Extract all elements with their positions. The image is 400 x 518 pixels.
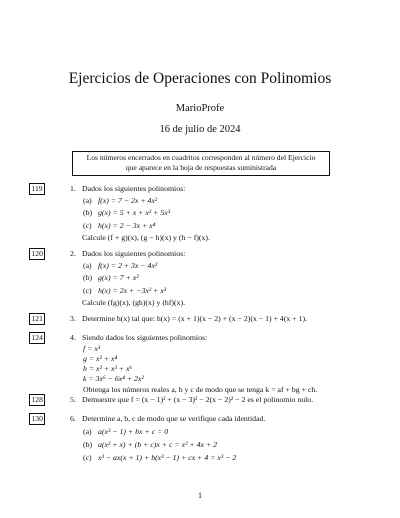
exercise-statement: 3. Determine h(x) tal que: h(x) = (x + 1)(x − 2) + (x − 2)(x − 1) + 4(x + 1). <box>70 314 308 323</box>
polynomial-line: g = x² + x⁴ <box>83 354 118 363</box>
notice-box <box>72 151 330 176</box>
exercise-item: (a) a(x³ − 1) + bx + c = 0 <box>83 427 169 436</box>
polynomial-line: k = 3x⁶ − 6x⁴ + 2x² <box>83 374 144 383</box>
notice-line-1: Los números encerrados en cuadritos corresponden al número del Ejercicio <box>86 153 316 162</box>
exercise-item: (b) g(x) = 7 + x² <box>83 273 139 282</box>
exercise-statement: 2. Dados los siguientes polinomios: <box>70 249 186 258</box>
exercise-statement: 6. Determine a, b, c de modo que se verifique cada identidad. <box>70 414 266 423</box>
exercise-badge: 130 <box>29 413 45 425</box>
exercise-item: (a) f(x) = 2 + 3x − 4x² <box>83 261 158 270</box>
document-date: 16 de julio de 2024 <box>159 124 241 135</box>
exercise-item: (c) h(x) = 2x + −3x² + x³ <box>83 286 167 295</box>
exercise-item: (c) x³ − ax(x + 1) + b(x³ − 1) + cx + 4 = x³ − 2 <box>83 453 237 462</box>
exercise-statement: 4. Siendo dados los siguientes polinomios: <box>70 333 208 342</box>
document-title: Ejercicios de Operaciones con Polinomios <box>68 70 332 87</box>
exercise-footer: Obtenga los números reales a, b y c de modo que se tenga k = af + bg + ch. <box>83 385 318 394</box>
polynomial-line: f = x³ <box>83 344 101 353</box>
exercise-item: (b) a(x² + x) + (b + c)x + c = x² + 4x + 2 <box>83 440 217 449</box>
page-number: 1 <box>198 491 202 500</box>
exercise-item: (b) g(x) = 5 + x + x² + 5x³ <box>83 208 171 217</box>
exercise-item: (a) f(x) = 7 − 2x + 4x² <box>83 196 158 205</box>
exercise-badge: 119 <box>29 183 45 195</box>
exercise-footer: Calcule (f + g)(x), (g − h)(x) y (h − f)(x). <box>82 233 210 242</box>
exercise-statement: 1. Dados los siguientes polinomios: <box>70 184 186 193</box>
exercise-badge: 121 <box>29 313 45 325</box>
exercise-item: (c) h(x) = 2 − 3x + x⁴ <box>83 221 156 230</box>
notice-line-2: que aparece en la hoja de respuestas suministrada <box>125 163 277 172</box>
exercise-footer: Calcule (fg)(x), (gh)(x) y (hf)(x). <box>82 298 186 307</box>
exercise-badge: 128 <box>29 394 45 406</box>
polynomial-line: h = x² + x³ + x⁶ <box>83 364 133 373</box>
exercise-badge: 120 <box>29 248 45 260</box>
document-author: MarioProfe <box>175 103 225 114</box>
exercise-statement: 5. Demuestre que f = (x − 1)² + (x − 3)² − 2(x − 2)² − 2 es el polinomio nulo. <box>70 395 314 404</box>
exercise-badge: 124 <box>29 332 45 344</box>
